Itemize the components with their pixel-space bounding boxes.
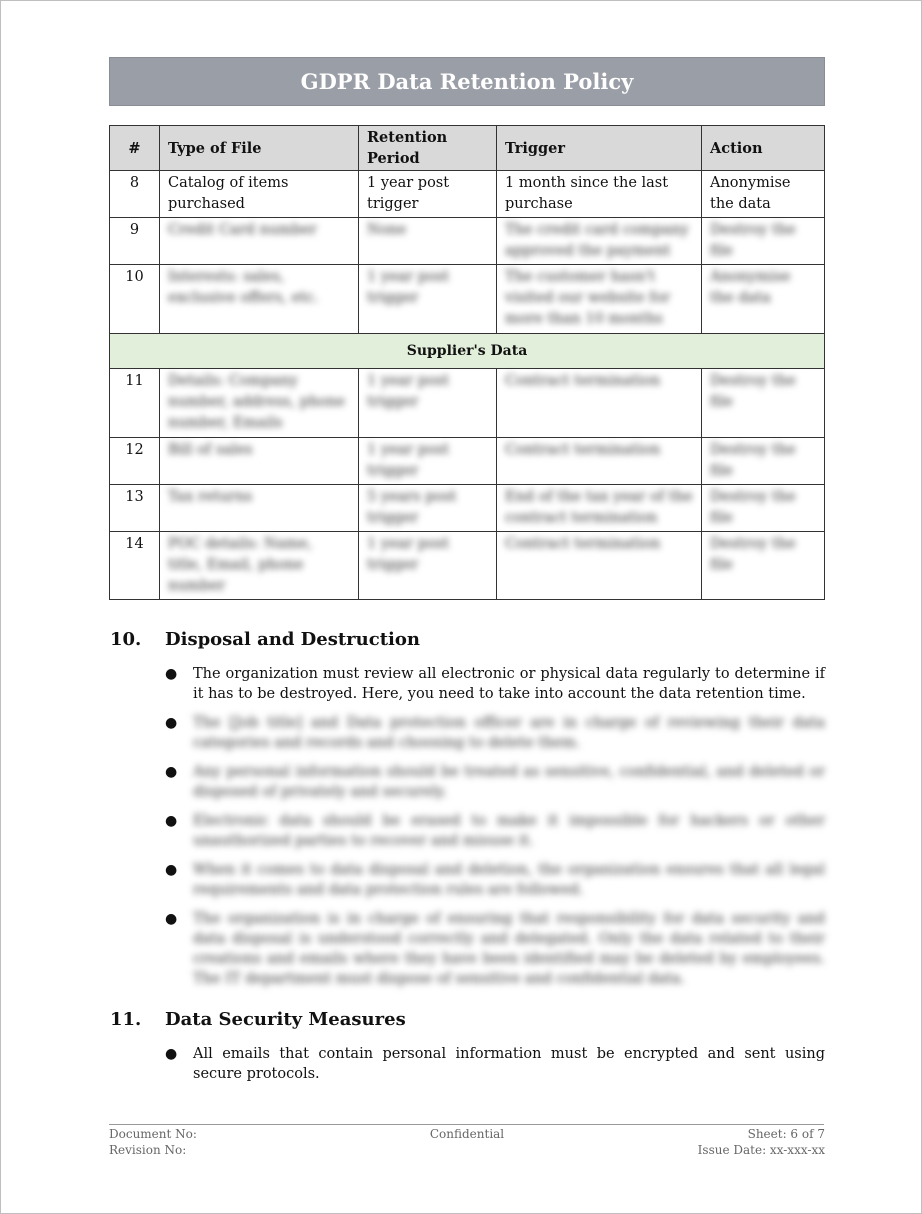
table-row: [110, 171, 825, 218]
section-11-heading: [110, 1009, 406, 1030]
row-type: [160, 218, 359, 265]
bullet-text: All emails that contain personal information must be encrypted and sent using secure protocols.: [193, 1046, 825, 1082]
section-label: Supplier's Data: [110, 334, 825, 369]
header-type-of-file: Type of File: [160, 126, 359, 171]
blurred-text: 5 years post trigger: [367, 489, 457, 526]
blurred-text: Bill of sales: [168, 442, 253, 458]
blurred-text: POC details: Name, title, Email, phone number: [168, 536, 313, 594]
header-num: #: [110, 126, 160, 171]
table-row: [110, 438, 825, 485]
row-num: 12: [110, 438, 160, 485]
blurred-text: Destroy the file: [710, 442, 796, 479]
bullet-text: Any personal information should be treated as sensitive, confidential, and deleted or disposed of privately and securely.: [193, 764, 825, 800]
bullet-icon: ●: [165, 862, 178, 878]
bullet-text: The organization must review all electronic or physical data regularly to determine if it has to be destroyed. Here, you need to take into account the data retention time.: [193, 666, 825, 702]
row-trigger: [497, 532, 702, 600]
blurred-text: Destroy the file: [710, 222, 796, 259]
list-item: [165, 762, 825, 802]
sheet-number: Sheet: 6 of 7: [747, 1127, 825, 1141]
row-trigger: [497, 265, 702, 334]
footer-right: [698, 1126, 825, 1158]
row-period: [359, 265, 497, 334]
table-row: [110, 485, 825, 532]
blurred-text: Details: Company number, address, phone number, Emails: [168, 373, 345, 431]
row-type: [160, 369, 359, 438]
row-period: 1 year post trigger: [359, 171, 497, 218]
blurred-text: Contract termination: [505, 442, 661, 458]
table-row: [110, 532, 825, 600]
bullet-icon: ●: [165, 764, 178, 780]
bullet-text: The organization is in charge of ensuring that responsibility for data security and data disposal is understood correctly and delegated. Only the data related to their creations and emails where they have been identified may be deleted by employees. The IT department must dispose of sensitive and confidential data.: [193, 911, 825, 987]
section-row-suppliers-data: [110, 334, 825, 369]
section-number: 11.: [110, 1009, 142, 1030]
row-trigger: [497, 369, 702, 438]
row-type: [160, 265, 359, 334]
row-period: [359, 438, 497, 485]
footer-divider: [109, 1124, 824, 1125]
row-type: [160, 532, 359, 600]
row-type: Catalog of items purchased: [160, 171, 359, 218]
retention-table: [109, 125, 825, 600]
blurred-text: 1 year post trigger: [367, 442, 450, 479]
row-trigger: [497, 485, 702, 532]
row-action: [702, 532, 825, 600]
list-item: [165, 1044, 825, 1084]
row-action: [702, 218, 825, 265]
row-period: [359, 532, 497, 600]
bullet-icon: ●: [165, 911, 178, 927]
table-header-row: [110, 126, 825, 171]
row-num: 13: [110, 485, 160, 532]
row-num: 11: [110, 369, 160, 438]
section-11-bullet-list: [165, 1044, 825, 1093]
row-trigger: [497, 438, 702, 485]
list-item: [165, 811, 825, 851]
bullet-icon: ●: [165, 1046, 178, 1062]
section-title: Disposal and Destruction: [165, 629, 420, 650]
row-trigger: [497, 218, 702, 265]
row-action: Anonymise the data: [702, 171, 825, 218]
section-10-heading: [110, 629, 420, 650]
header-trigger: Trigger: [497, 126, 702, 171]
row-num: 8: [110, 171, 160, 218]
bullet-text: Electronic data should be erased to make it impossible for hackers or other unauthorized parties to recover and misuse it.: [193, 813, 825, 849]
header-retention-period: Retention Period: [359, 126, 497, 171]
blurred-text: Contract termination: [505, 373, 661, 389]
bullet-text: The [Job title] and Data protection officer are in charge of reviewing their data categories and records and choosing to delete them.: [193, 715, 825, 751]
row-period: [359, 485, 497, 532]
blurred-text: Destroy the file: [710, 536, 796, 573]
row-action: [702, 485, 825, 532]
row-type: [160, 438, 359, 485]
blurred-text: End of the tax year of the contract termination: [505, 489, 693, 526]
row-period: [359, 369, 497, 438]
issue-date: Issue Date: xx-xxx-xx: [697, 1143, 825, 1157]
row-num: 14: [110, 532, 160, 600]
row-type: [160, 485, 359, 532]
row-period: [359, 218, 497, 265]
row-num: 10: [110, 265, 160, 334]
blurred-text: The credit card company approved the payment: [505, 222, 689, 259]
document-title: GDPR Data Retention Policy: [109, 57, 825, 106]
document-no: Document No:: [109, 1127, 197, 1141]
row-action: [702, 265, 825, 334]
list-item: [165, 664, 825, 704]
table-row: [110, 218, 825, 265]
bullet-text: When it comes to data disposal and deletion, the organization ensures that all legal requirements and data protection rules are followed.: [193, 862, 825, 898]
row-trigger: 1 month since the last purchase: [497, 171, 702, 218]
blurred-text: The customer hasn't visited our website for more than 10 months: [505, 269, 671, 327]
blurred-text: 1 year post trigger: [367, 536, 450, 573]
revision-no: Revision No:: [109, 1143, 187, 1157]
table-row: [110, 265, 825, 334]
section-title: Data Security Measures: [165, 1009, 406, 1030]
list-item: [165, 713, 825, 753]
blurred-text: Interests: sales, exclusive offers, etc.: [168, 269, 319, 306]
header-action: Action: [702, 126, 825, 171]
blurred-text: Destroy the file: [710, 489, 796, 526]
blurred-text: 1 year post trigger: [367, 373, 450, 410]
footer-confidential: Confidential: [429, 1127, 505, 1141]
blurred-text: Credit Card number: [168, 222, 317, 238]
bullet-icon: ●: [165, 715, 178, 731]
blurred-text: Destroy the file: [710, 373, 796, 410]
bullet-icon: ●: [165, 813, 178, 829]
row-action: [702, 438, 825, 485]
list-item: [165, 909, 825, 989]
blurred-text: Tax returns: [168, 489, 253, 505]
row-num: 9: [110, 218, 160, 265]
blurred-text: 1 year post trigger: [367, 269, 450, 306]
blurred-text: Anonymise the data: [710, 269, 791, 306]
table-row: [110, 369, 825, 438]
section-10-bullet-list: [165, 664, 825, 998]
row-action: [702, 369, 825, 438]
list-item: [165, 860, 825, 900]
blurred-text: None: [367, 222, 407, 238]
blurred-text: Contract termination: [505, 536, 661, 552]
bullet-icon: ●: [165, 666, 178, 682]
section-number: 10.: [110, 629, 142, 650]
